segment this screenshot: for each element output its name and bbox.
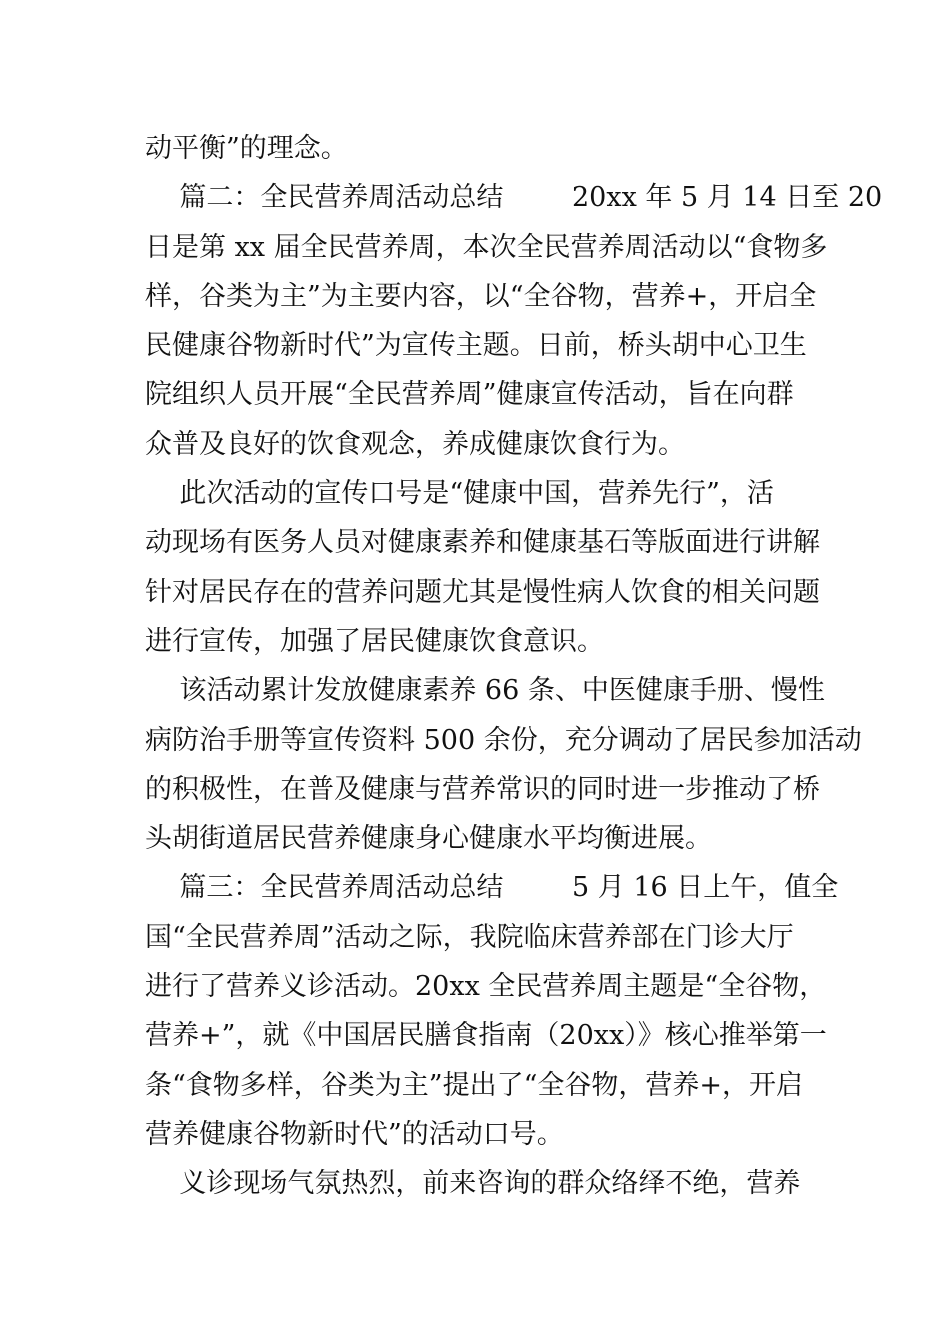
text-line: 动现场有医务人员对健康素养和健康基石等版面进行讲解 [145, 527, 820, 559]
text-line: 进行宣传，加强了居民健康饮食意识。 [145, 625, 604, 657]
text-line: 义诊现场气氛热烈，前来咨询的群众络绎不绝，营养 [145, 1168, 801, 1200]
text-line: 条“食物多样，谷类为主”提出了“全谷物，营养+，开启 [145, 1069, 804, 1101]
text-line: 样，谷类为主”为主要内容，以“全谷物，营养+，开启全 [145, 280, 817, 312]
text-line: 篇二：全民营养周活动总结 20xx 年 5 月 14 日至 20 [145, 182, 883, 214]
text-line: 此次活动的宣传口号是“健康中国，营养先行”，活 [145, 478, 774, 510]
text-line: 进行了营养义诊活动。20xx 全民营养周主题是“全谷物， [145, 971, 827, 1003]
body-text [145, 124, 883, 1209]
text-line: 众普及良好的饮食观念，养成健康饮食行为。 [145, 428, 685, 460]
text-line: 针对居民存在的营养问题尤其是慢性病人饮食的相关问题 [145, 576, 820, 608]
text-line: 营养健康谷物新时代”的活动口号。 [145, 1118, 564, 1150]
text-line: 头胡街道居民营养健康身心健康水平均衡进展。 [145, 823, 712, 855]
text-line: 日是第 xx 届全民营养周，本次全民营养周活动以“食物多 [145, 231, 828, 263]
text-line: 国“全民营养周”活动之际，我院临床营养部在门诊大厅 [145, 921, 794, 953]
text-line: 营养+”，就《中国居民膳食指南（20xx）》核心推举第一 [145, 1020, 827, 1052]
text-line: 院组织人员开展“全民营养周”健康宣传活动，旨在向群 [145, 379, 794, 411]
text-line: 民健康谷物新时代”为宣传主题。日前，桥头胡中心卫生 [145, 330, 807, 362]
text-line: 病防治手册等宣传资料 500 余份，充分调动了居民参加活动 [145, 724, 862, 756]
text-line: 篇三：全民营养周活动总结 5 月 16 日上午，值全 [145, 872, 839, 904]
text-line: 动平衡”的理念。 [145, 133, 348, 164]
text-line: 该活动累计发放健康素养 66 条、中医健康手册、慢性 [145, 675, 825, 707]
text-line: 的积极性，在普及健康与营养常识的同时进一步推动了桥 [145, 773, 820, 805]
